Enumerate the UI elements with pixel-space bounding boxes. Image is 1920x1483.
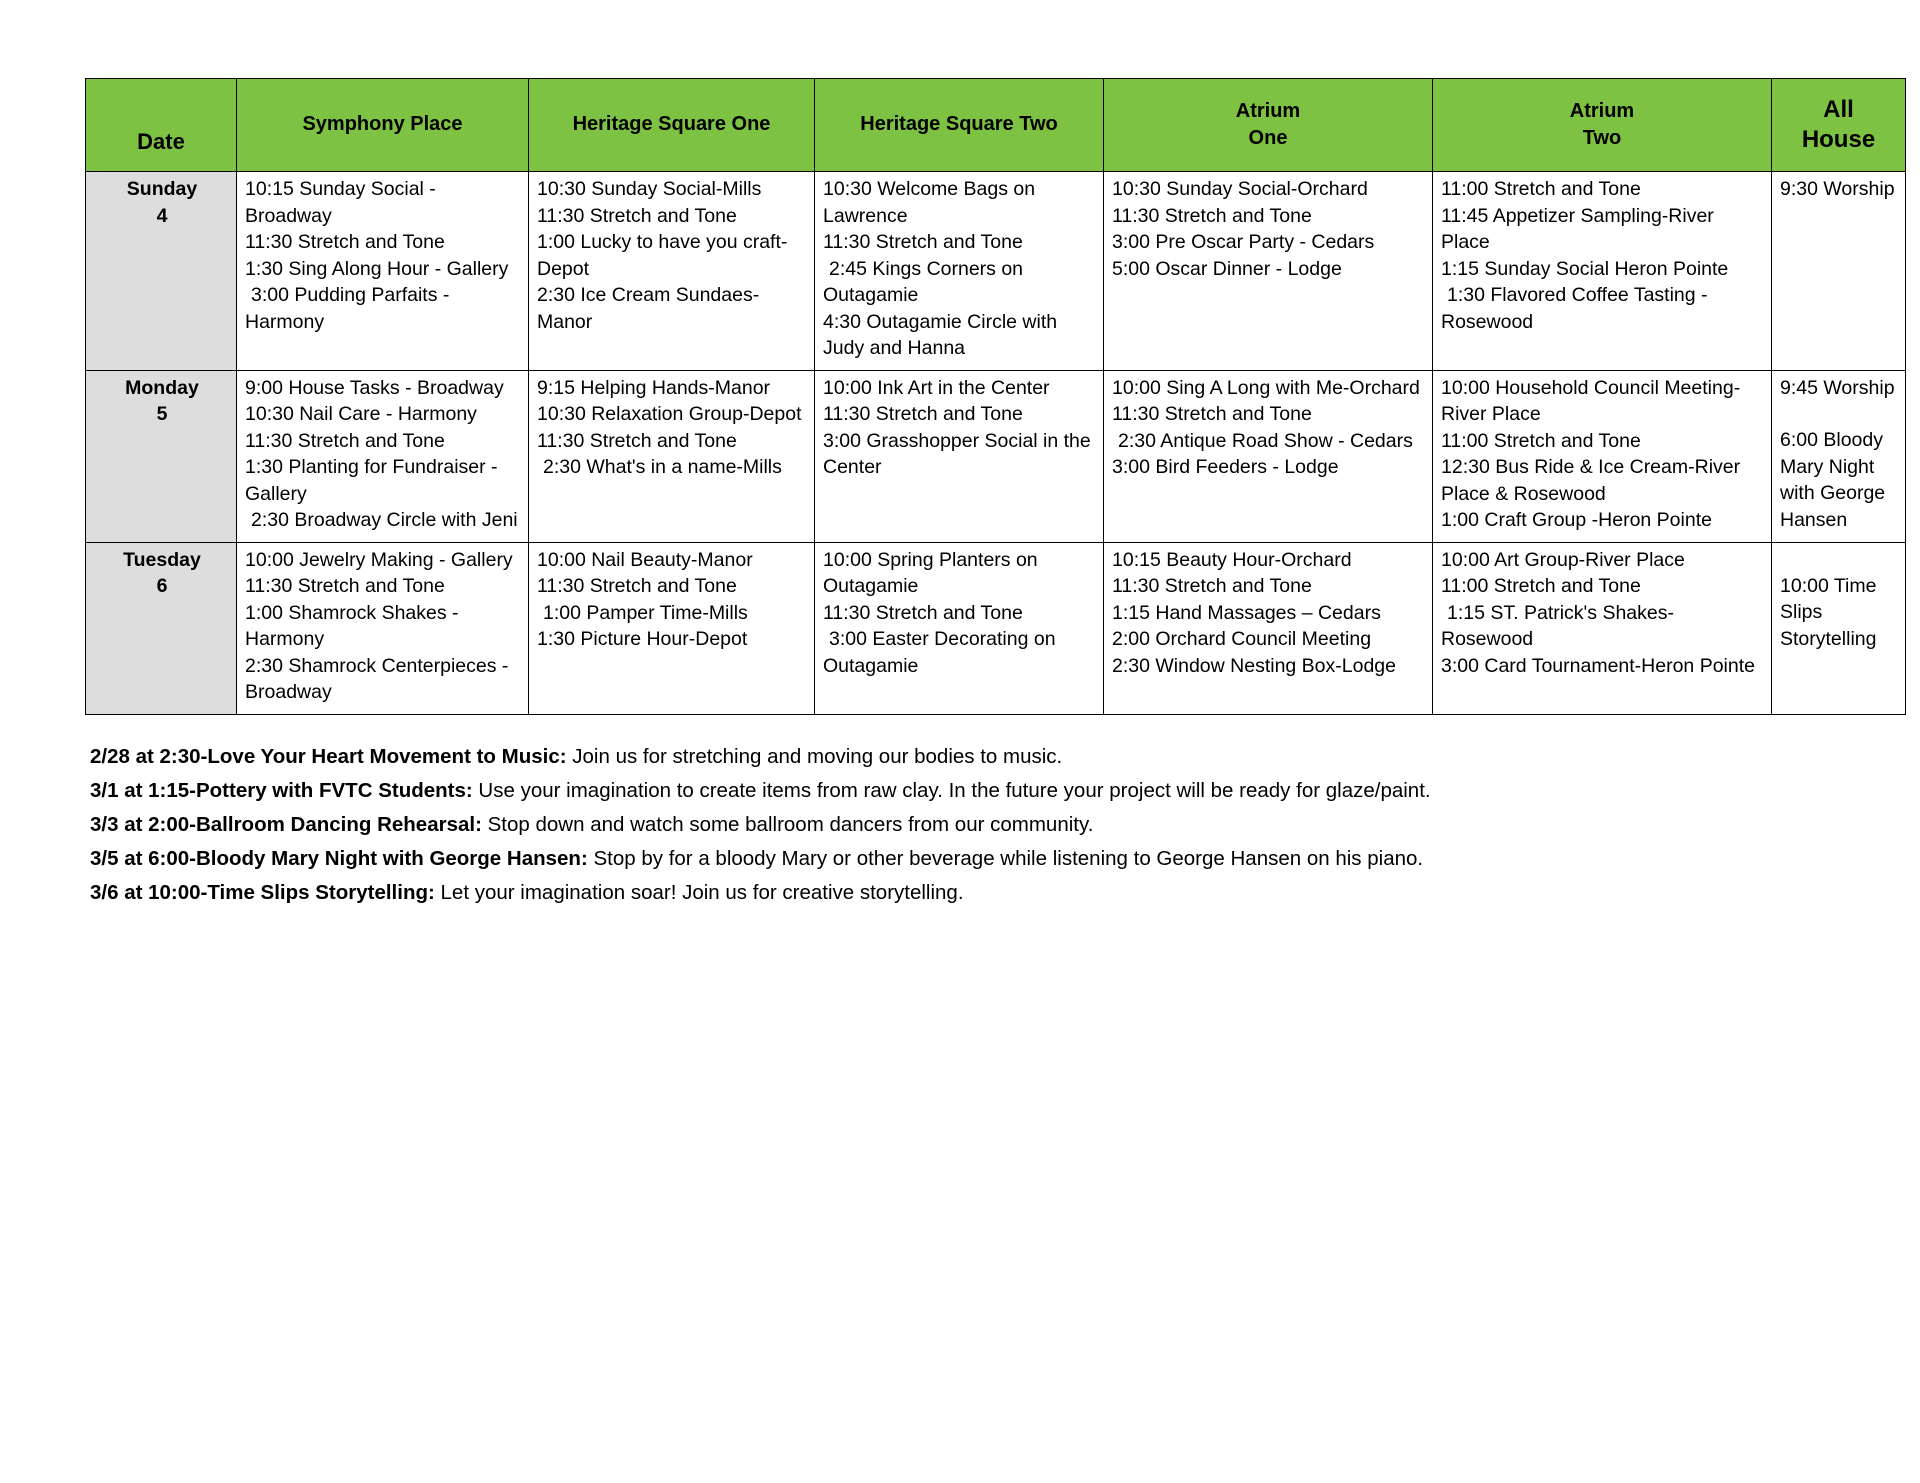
- event-list: [823, 375, 1097, 481]
- table-row: [86, 172, 1906, 371]
- column-header-heritage-square-two: Heritage Square Two: [815, 79, 1104, 172]
- note-item: [90, 843, 1840, 874]
- list-item: 11:30 Stretch and Tone: [245, 575, 445, 598]
- note-text: Use your imagination to create items from raw clay. In the future your project will be ready for glaze/paint.: [472, 778, 1431, 802]
- cell-sunday-atrium-two: [1433, 172, 1772, 371]
- day-cell-tuesday: [86, 542, 237, 714]
- list-item: 11:30 Stretch and Tone: [245, 429, 445, 452]
- all-house-line2: House: [1801, 126, 1876, 153]
- atrium-two-line2: Two: [1582, 127, 1622, 149]
- cell-monday-all-house: [1772, 370, 1906, 542]
- list-item: 1:30 Picture Hour-Depot: [537, 628, 748, 651]
- column-header-date: [86, 79, 237, 172]
- list-item: 3:00 Bird Feeders - Lodge: [1112, 456, 1339, 479]
- event-list: [1780, 176, 1899, 203]
- column-header-date-label: Date: [137, 129, 185, 155]
- day-number: 5: [156, 403, 168, 426]
- list-item: 9:00 House Tasks - Broadway: [245, 376, 504, 399]
- list-item: 11:30 Stretch and Tone: [823, 231, 1023, 254]
- list-item: 3:00 Pre Oscar Party - Cedars: [1112, 231, 1375, 254]
- cell-monday-atrium-one: [1104, 370, 1433, 542]
- list-item: 11:30 Stretch and Tone: [537, 429, 737, 452]
- day-cell-sunday: [86, 172, 237, 371]
- list-item: 10:00 Time Slips Storytelling: [1780, 574, 1877, 650]
- list-item: 1:30 Planting for Fundraiser -Gallery: [245, 456, 498, 505]
- cell-monday-symphony-place: [237, 370, 529, 542]
- note-lead: 3/3 at 2:00-Ballroom Dancing Rehearsal:: [90, 813, 482, 837]
- list-item: 10:00 Jewelry Making - Gallery: [245, 548, 513, 571]
- event-list: [1112, 375, 1426, 481]
- note-item: [90, 741, 1840, 772]
- cell-sunday-symphony-place: [237, 172, 529, 371]
- list-item: 2:00 Orchard Council Meeting: [1112, 628, 1372, 651]
- event-list: [1112, 547, 1426, 680]
- activity-schedule-table: [85, 78, 1906, 715]
- list-item: 10:30 Sunday Social-Orchard: [1112, 178, 1368, 200]
- list-item: 2:45 Kings Corners on Outagamie: [823, 257, 1024, 307]
- list-item: 2:30 Ice Cream Sundaes-Manor: [537, 284, 760, 333]
- cell-tuesday-all-house: [1772, 542, 1906, 714]
- cell-tuesday-heritage-one: [529, 542, 815, 714]
- cell-sunday-all-house: [1772, 172, 1906, 371]
- list-item: 10:00 Ink Art in the Center: [823, 376, 1050, 399]
- list-item: 3:00 Grasshopper Social in the Center: [823, 429, 1091, 479]
- day-number: 4: [156, 204, 168, 227]
- list-item: 10:30 Sunday Social-Mills: [537, 178, 762, 200]
- note-item: [90, 809, 1840, 840]
- event-list: [1441, 176, 1765, 335]
- cell-tuesday-atrium-one: [1104, 542, 1433, 714]
- table-row: [86, 542, 1906, 714]
- event-list: [537, 547, 808, 653]
- list-item: 1:30 Sing Along Hour - Gallery: [245, 257, 509, 280]
- cell-tuesday-atrium-two: [1433, 542, 1772, 714]
- list-item: 5:00 Oscar Dinner - Lodge: [1112, 257, 1342, 280]
- cell-sunday-heritage-two: [815, 172, 1104, 371]
- list-item: 1:15 ST. Patrick's Shakes-Rosewood: [1441, 601, 1674, 651]
- all-house-line1: All: [1823, 95, 1854, 123]
- list-item: 3:00 Easter Decorating on Outagamie: [823, 628, 1056, 677]
- list-item: 11:30 Stretch and Tone: [823, 601, 1023, 624]
- list-item: 10:30 Relaxation Group-Depot: [537, 403, 802, 426]
- event-list: [245, 375, 522, 534]
- column-header-atrium-two: [1433, 79, 1772, 172]
- event-list: [1441, 547, 1765, 680]
- list-item: 11:00 Stretch and Tone: [1441, 178, 1641, 200]
- day-name: Monday: [125, 376, 199, 399]
- column-header-symphony-place: Symphony Place: [237, 79, 529, 172]
- list-item: 1:00 Pamper Time-Mills: [543, 601, 748, 624]
- day-name: Tuesday: [123, 548, 201, 571]
- table-row: [86, 370, 1906, 542]
- cell-monday-heritage-two: [815, 370, 1104, 542]
- note-lead: 2/28 at 2:30-Love Your Heart Movement to Music:: [90, 744, 567, 768]
- header-row: [86, 79, 1906, 172]
- event-list: [1112, 176, 1426, 282]
- column-header-all-house: [1772, 79, 1906, 172]
- list-item: 10:00 Art Group-River Place: [1441, 548, 1685, 571]
- day-name: Sunday: [126, 178, 198, 200]
- list-item: 2:30 Antique Road Show - Cedars: [1118, 429, 1413, 452]
- list-item: 2:30 Broadway Circle with Jeni: [251, 509, 518, 532]
- column-header-atrium-one: [1104, 79, 1433, 172]
- note-lead: 3/1 at 1:15-Pottery with FVTC Students:: [90, 778, 473, 802]
- event-list: [537, 176, 808, 335]
- note-item: [90, 775, 1840, 806]
- event-list: [823, 176, 1097, 362]
- event-list: [1780, 573, 1899, 653]
- list-item: 10:00 Household Council Meeting-River Place: [1441, 376, 1741, 426]
- cell-tuesday-symphony-place: [237, 542, 529, 714]
- list-item: 11:00 Stretch and Tone: [1441, 575, 1641, 598]
- list-item: 11:30 Stretch and Tone: [1112, 575, 1312, 598]
- list-item: 10:00 Nail Beauty-Manor: [537, 548, 753, 571]
- special-events-notes: [85, 741, 1840, 909]
- list-item: 10:30 Welcome Bags on Lawrence: [823, 178, 1036, 227]
- list-item: 10:15 Sunday Social - Broadway: [245, 178, 436, 227]
- list-item: 1:00 Shamrock Shakes - Harmony: [245, 601, 459, 651]
- note-text: Stop down and watch some ballroom dancers from our community.: [481, 813, 1094, 837]
- table-header: [86, 79, 1906, 172]
- event-list: [245, 176, 522, 335]
- note-lead: 3/6 at 10:00-Time Slips Storytelling:: [90, 881, 435, 905]
- list-item: 1:30 Flavored Coffee Tasting - Rosewood: [1441, 284, 1708, 333]
- event-list: [537, 375, 808, 481]
- list-item: 9:45 Worship: [1780, 376, 1895, 399]
- list-item: 3:00 Card Tournament-Heron Pointe: [1441, 654, 1755, 677]
- event-list: [1780, 375, 1899, 534]
- list-item: 1:15 Hand Massages – Cedars: [1112, 601, 1381, 624]
- list-item: 9:30 Worship: [1780, 178, 1895, 200]
- column-header-heritage-square-one: Heritage Square One: [529, 79, 815, 172]
- atrium-one-line1: Atrium: [1235, 99, 1301, 122]
- atrium-two-line1: Atrium: [1569, 99, 1635, 122]
- note-text: Join us for stretching and moving our bodies to music.: [566, 744, 1063, 768]
- list-item: 11:45 Appetizer Sampling-River Place: [1441, 204, 1714, 254]
- cell-monday-atrium-two: [1433, 370, 1772, 542]
- list-item: 11:00 Stretch and Tone: [1441, 429, 1641, 452]
- list-item: 11:30 Stretch and Tone: [823, 403, 1023, 426]
- table-body: [86, 172, 1906, 715]
- list-item: 10:00 Spring Planters on Outagamie: [823, 548, 1038, 598]
- list-item: 11:30 Stretch and Tone: [1112, 403, 1312, 426]
- list-item: 1:00 Craft Group -Heron Pointe: [1441, 509, 1712, 532]
- list-item: 2:30 Shamrock Centerpieces - Broadway: [245, 654, 509, 704]
- list-item: 10:30 Nail Care - Harmony: [245, 403, 477, 426]
- note-text: Stop by for a bloody Mary or other beverage while listening to George Hansen on his piano.: [587, 847, 1424, 871]
- list-item: 11:30 Stretch and Tone: [537, 575, 737, 598]
- list-item: 9:15 Helping Hands-Manor: [537, 376, 771, 399]
- cell-monday-heritage-one: [529, 370, 815, 542]
- list-item: 10:15 Beauty Hour-Orchard: [1112, 548, 1352, 571]
- list-item: 10:00 Sing A Long with Me-Orchard: [1112, 376, 1420, 399]
- event-list: [245, 547, 522, 706]
- cell-tuesday-heritage-two: [815, 542, 1104, 714]
- note-lead: 3/5 at 6:00-Bloody Mary Night with George Hansen:: [90, 847, 588, 871]
- list-item: 2:30 What's in a name-Mills: [543, 456, 782, 479]
- event-list: [1441, 375, 1765, 534]
- list-item: 12:30 Bus Ride & Ice Cream-River Place & Rosewood: [1441, 456, 1741, 505]
- list-item: 2:30 Window Nesting Box-Lodge: [1112, 654, 1396, 677]
- cell-sunday-atrium-one: [1104, 172, 1433, 371]
- cell-sunday-heritage-one: [529, 172, 815, 371]
- list-item: 11:30 Stretch and Tone: [245, 231, 445, 254]
- list-item: 11:30 Stretch and Tone: [537, 204, 737, 227]
- day-cell-monday: [86, 370, 237, 542]
- day-number: 6: [156, 575, 168, 598]
- list-item: 1:00 Lucky to have you craft-Depot: [537, 231, 788, 280]
- atrium-one-line2: One: [1248, 127, 1288, 149]
- list-item: 4:30 Outagamie Circle with Judy and Hanna: [823, 310, 1058, 360]
- list-item: 1:15 Sunday Social Heron Pointe: [1441, 257, 1729, 280]
- note-item: [90, 877, 1840, 908]
- list-item: 6:00 Bloody Mary Night with George Hansen: [1780, 429, 1886, 531]
- event-list: [823, 547, 1097, 680]
- note-text: Let your imagination soar! Join us for creative storytelling.: [434, 881, 964, 905]
- list-item: 3:00 Pudding Parfaits - Harmony: [245, 284, 450, 333]
- list-item: 11:30 Stretch and Tone: [1112, 204, 1312, 227]
